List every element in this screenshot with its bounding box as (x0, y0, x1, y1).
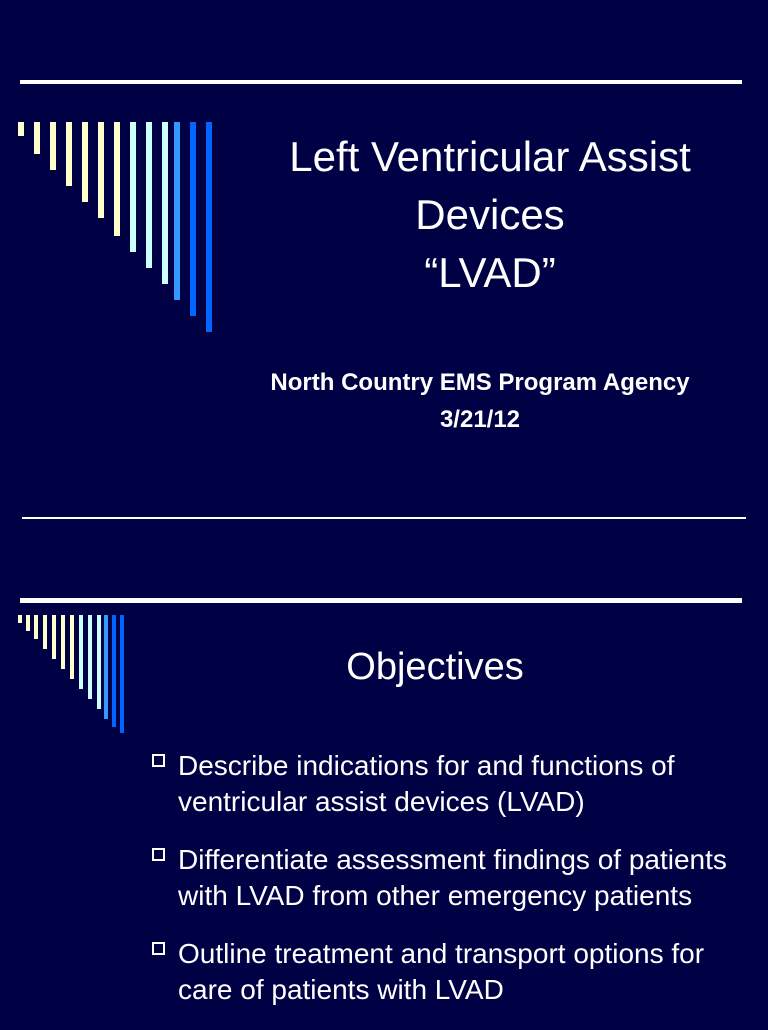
bar (18, 122, 24, 136)
bar (146, 122, 152, 268)
bar (43, 615, 47, 649)
bar (88, 615, 92, 699)
hollow-square-bullet-icon (152, 848, 165, 861)
bar (52, 615, 56, 659)
slide-title (230, 128, 750, 302)
objectives-list (148, 748, 748, 1030)
bar (206, 122, 212, 332)
bar (70, 615, 74, 679)
stepped-bars-icon (18, 122, 218, 342)
title-line: Left Ventricular Assist (289, 133, 691, 180)
list-item (148, 842, 748, 914)
top-divider (20, 80, 742, 84)
bar (174, 122, 180, 300)
title-line: “LVAD” (424, 249, 556, 296)
date: 3/21/12 (439, 406, 521, 433)
list-item (148, 748, 748, 820)
bar (18, 615, 22, 623)
bar (66, 122, 72, 186)
bar (82, 122, 88, 202)
agency-name: North Country EMS Program Agency (270, 369, 690, 396)
bullet-text: Describe indications for and functions of ventricular assist devices (LVAD) (178, 750, 675, 817)
bar (112, 615, 116, 727)
bullet-text: Differentiate assessment findings of patients with LVAD from other emergency patients (178, 844, 727, 911)
bar (79, 615, 83, 689)
bar (130, 122, 136, 252)
bar (162, 122, 168, 284)
bottom-divider (22, 517, 746, 519)
bar (104, 615, 108, 719)
bar (61, 615, 65, 669)
bar (120, 615, 124, 733)
stepped-bars-icon (18, 615, 128, 735)
slide-2 (0, 560, 768, 1024)
hollow-square-bullet-icon (152, 754, 165, 767)
bar (34, 615, 38, 639)
title-line: Devices (415, 191, 565, 238)
top-divider (20, 598, 742, 603)
bar (34, 122, 40, 154)
bar (98, 122, 104, 218)
bullet-text: Outline treatment and transport options for care of patients with LVAD (178, 938, 705, 1005)
bar (97, 615, 101, 709)
slide-title: Objectives (346, 646, 524, 688)
bar (50, 122, 56, 170)
bar (190, 122, 196, 316)
hollow-square-bullet-icon (152, 942, 165, 955)
bar (26, 615, 30, 631)
slide-subtitle (200, 364, 760, 438)
bar (114, 122, 120, 236)
list-item (148, 936, 748, 1008)
